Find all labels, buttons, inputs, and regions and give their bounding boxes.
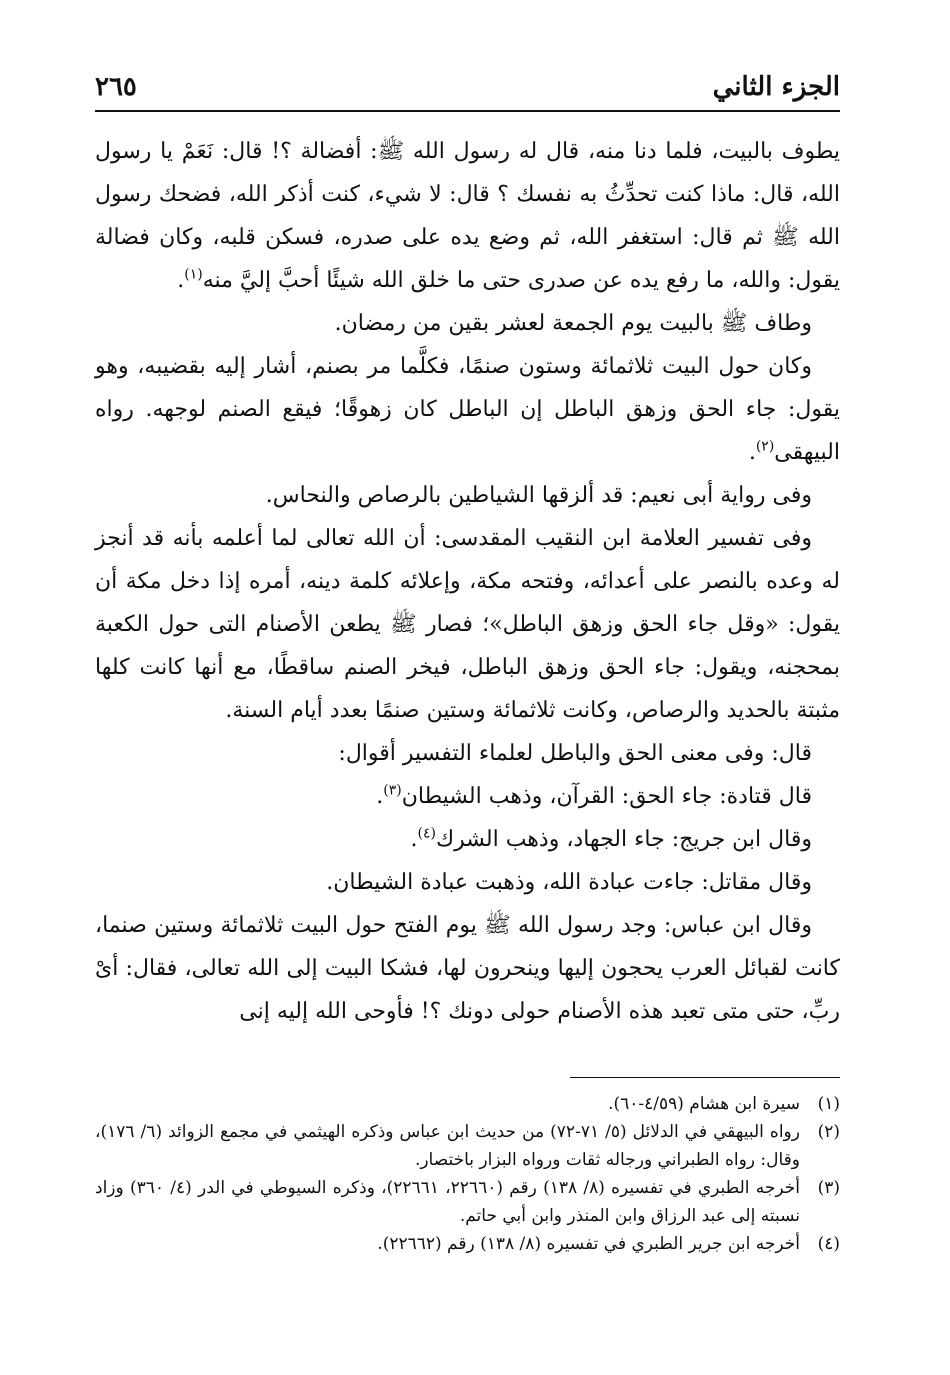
paragraph-7-end: .: [376, 784, 384, 809]
footnote-text: سيرة ابن هشام (٤/٥٩-٦٠).: [608, 1094, 800, 1114]
footnote-text: رواه البيهقي في الدلائل (٥/ ٧١-٧٢) من حديث ابن عباس وذكره الهيثمي في مجمع الزوائد (٦/ ١٧٦)، وقال: رواه الطبراني ورجاله ثقات ورواه البزار باختصار.: [95, 1122, 800, 1170]
paragraph-3: [95, 345, 840, 474]
footnotes: [95, 1090, 840, 1258]
page-number: ٢٦٥: [95, 72, 137, 102]
footnote-2: [95, 1118, 840, 1174]
footnote-text: أخرجه ابن جرير الطبري في تفسيره (٨/ ١٣٨) رقم (٢٢٦٦٢).: [377, 1234, 800, 1254]
footnote-ref-2: (٢): [755, 438, 775, 455]
footnote-number: (٤): [817, 1234, 840, 1254]
footnote-separator: [570, 1077, 840, 1078]
footnote-text: أخرجه الطبري في تفسيره (٨/ ١٣٨) رقم (٢٢٦٦٠، ٢٢٦٦١)، وذكره السيوطي في الدر (٤/ ٣٦٠) وزاد نسبته إلى عبد الرزاق وابن المنذر وابن أبي حاتم.: [95, 1178, 800, 1226]
paragraph-6: قال: وفى معنى الحق والباطل لعلماء التفسير أقوال:: [338, 741, 812, 766]
paragraph-7-text: قال قتادة: جاء الحق: القرآن، وذهب الشيطان: [401, 784, 812, 809]
footnote-3: [95, 1174, 840, 1230]
footnote-ref-1: (١): [184, 266, 203, 283]
footnote-1: [95, 1090, 840, 1118]
footnote-number: (٣): [817, 1178, 840, 1198]
paragraph-4: وفى رواية أبى نعيم: قد ألزقها الشياطين بالرصاص والنحاس.: [265, 483, 812, 508]
footnote-number: (٢): [817, 1122, 840, 1142]
paragraph-1: [95, 130, 840, 302]
footnote-ref-3: (٣): [383, 782, 402, 799]
footnote-4: [95, 1230, 840, 1258]
paragraph-9: وقال مقاتل: جاءت عبادة الله، وذهبت عبادة الشيطان.: [326, 870, 812, 895]
paragraph-1-text: يطوف بالبيت، فلما دنا منه، قال له رسول الله ﷺ: أفضالة ؟! قال: نَعَمْ يا رسول الله، قال: ماذا كنت تحدِّثُ به نفسك ؟ قال: لا شيء، كنت أذكر الله، فضحك رسول الله ﷺ ثم قال: استغفر الله، ثم وضع يده على صدره، فسكن قلبه، وكان فضالة يقول: والله، ما رفع يده عن صدرى حتى ما خلق الله شيئًا أحبَّ إليَّ منه: [95, 139, 840, 293]
header-title: الجزء الثاني: [712, 72, 840, 102]
paragraph-7: [95, 775, 840, 818]
header-rule: [95, 110, 840, 112]
paragraph-8-end: .: [410, 827, 418, 852]
footnote-ref-4: (٤): [417, 825, 436, 842]
main-text: [95, 130, 840, 1033]
paragraph-5: وفى تفسير العلامة ابن النقيب المقدسى: أن الله تعالى لما أعلمه بأنه قد أنجز له وعده بالنصر على أعدائه، وفتحه مكة، وإعلائه كلمة دينه، أمره إذا دخل مكة أن يقول: «وقل جاء الحق وزهق الباطل»؛ فصار ﷺ يطعن الأصنام التى حول الكعبة بمحجنه، ويقول: جاء الحق وزهق الباطل، فيخر الصنم ساقطًا، مع أنها كانت كلها مثبتة بالحديد والرصاص، وكانت ثلاثمائة وستين صنمًا بعدد أيام السنة.: [95, 526, 840, 723]
paragraph-10: وقال ابن عباس: وجد رسول الله ﷺ يوم الفتح حول البيت ثلاثمائة وستين صنما، كانت لقبائل العرب يحجون إليها وينحرون لها، فشكا البيت إلى الله تعالى، فقال: أىْ ربِّ، حتى متى تعبد هذه الأصنام حولى دونك ؟! فأوحى الله إليه إنى: [95, 913, 840, 1024]
paragraph-8-text: وقال ابن جريج: جاء الجهاد، وذهب الشرك: [436, 827, 812, 852]
paragraph-3-end: .: [748, 440, 756, 465]
running-header: [95, 62, 840, 102]
paragraph-8: [95, 818, 840, 861]
paragraph-1-end: .: [177, 268, 185, 293]
footnote-number: (١): [817, 1094, 840, 1114]
paragraph-3-text: وكان حول البيت ثلاثمائة وستون صنمًا، فكلَّما مر بصنم، أشار إليه بقضيبه، وهو يقول: جاء الحق وزهق الباطل إن الباطل كان زهوقًا؛ فيقع الصنم لوجهه. رواه البيهقى: [95, 354, 840, 465]
paragraph-2: وطاف ﷺ بالبيت يوم الجمعة لعشر بقين من رمضان.: [334, 311, 812, 336]
